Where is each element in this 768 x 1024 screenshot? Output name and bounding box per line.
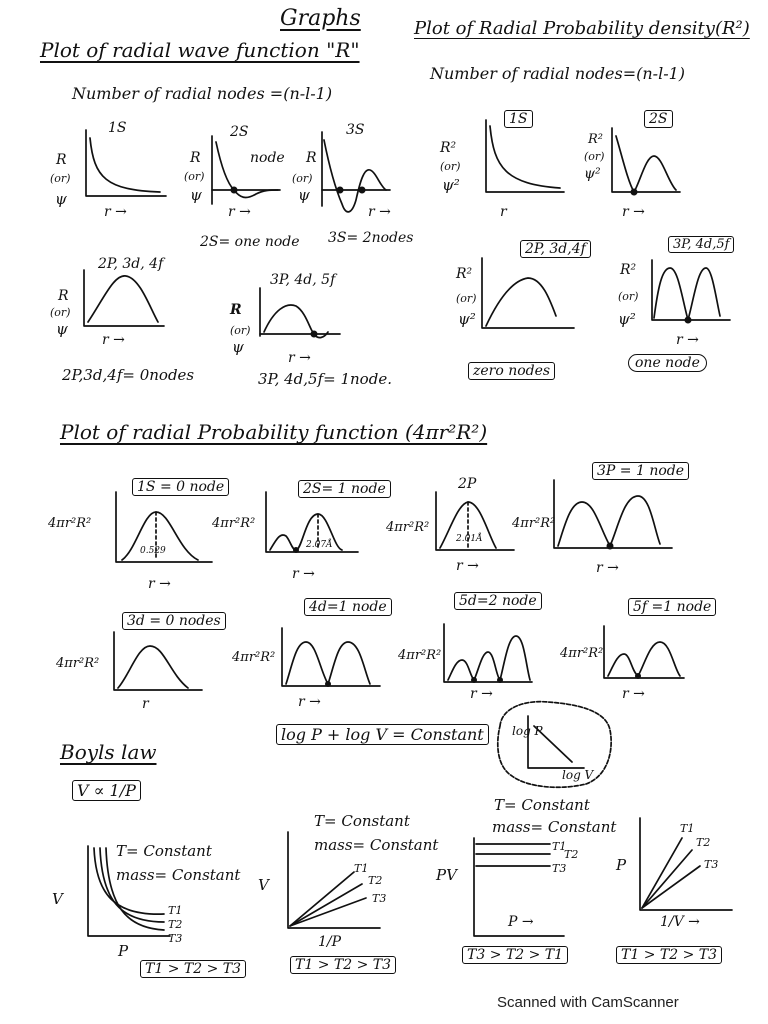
wave-3p-node-note: 3P, 4d,5f= 1node. <box>258 370 392 388</box>
density-1s-ylabel: R² <box>440 140 457 156</box>
rpf-2p-graph <box>430 490 520 560</box>
density-2p-or: (or) <box>456 292 477 305</box>
rpf-4d-badge: 4d=1 node <box>304 598 392 616</box>
density-3p-ylabel: R² <box>620 262 637 278</box>
boyle-g2-order: T1 > T2 > T3 <box>290 956 396 974</box>
density-2s-psi2: ψ² <box>584 166 601 182</box>
boyle-g4-xlabel: 1/V → <box>660 914 700 930</box>
boyle-g3-t3: T3 <box>552 862 567 875</box>
boyle-proportionality: V ∝ 1/P <box>72 780 141 801</box>
rpf-2p-xlabel: r → <box>456 558 479 574</box>
wave-3s-or: (or) <box>292 172 313 185</box>
boyle-g1-order: T1 > T2 > T3 <box>140 960 246 978</box>
boyle-g2-xlabel: 1/P <box>318 934 342 950</box>
rpf-4d-graph <box>276 626 386 696</box>
boyle-g3-temp-note: T= Constant <box>494 796 590 814</box>
boyle-g4-t3: T3 <box>704 858 719 871</box>
rpf-4d-xlabel: r → <box>298 694 321 710</box>
wave-2s-psi: ψ <box>190 186 202 204</box>
density-2s-graph <box>606 126 686 198</box>
rpf-3p-graph <box>548 478 678 558</box>
wave-1s-or: (or) <box>50 172 71 185</box>
rpf-3d-xlabel: r <box>142 696 149 712</box>
wave-2p-psi: ψ <box>56 320 68 338</box>
density-1s-psi2: ψ² <box>442 176 460 194</box>
rpf-3p-xlabel: r → <box>596 560 619 576</box>
density-2p-graph <box>478 256 578 336</box>
boyle-g2-t1: T1 <box>354 862 369 875</box>
wave-2p-node-note: 2P,3d,4f= 0nodes <box>62 366 195 384</box>
wave-3p-or: (or) <box>230 324 251 337</box>
page-title: Graphs <box>280 6 361 31</box>
wave-3p-graph <box>256 286 346 346</box>
wave-3s-ylabel: R <box>306 150 317 166</box>
wave-2p-label: 2P, 3d, 4f <box>98 256 164 272</box>
density-2p-psi2: ψ² <box>458 310 476 328</box>
wave-3p-ylabel: R <box>230 302 242 318</box>
rpf-2p-value: 2.01Å <box>456 534 483 544</box>
density-1s-badge: 1S <box>504 110 533 128</box>
rpf-1s-graph <box>108 490 218 570</box>
rpf-5d-ylabel: 4πr²R² <box>398 648 442 663</box>
density-1s-or: (or) <box>440 160 461 173</box>
rpf-2s-value: 2.07Å <box>306 540 333 550</box>
density-2s-badge: 2S <box>644 110 673 128</box>
wave-2s-node-note: 2S= one node <box>200 234 300 250</box>
boyle-g1-t2: T2 <box>168 918 183 931</box>
density-1s-xlabel: r <box>500 204 507 220</box>
rpf-3d-badge: 3d = 0 nodes <box>122 612 226 630</box>
boyle-g1-graph <box>84 844 174 944</box>
wave-3s-label: 3S <box>346 122 365 138</box>
density-3p-xlabel: r → <box>676 332 699 348</box>
density-2p-ylabel: R² <box>456 266 473 282</box>
rpf-5f-graph <box>600 624 690 688</box>
rpf-1s-value: 0.529 <box>140 546 166 556</box>
density-3p-psi2: ψ² <box>618 310 636 328</box>
density-one-node-badge: one node <box>628 354 707 372</box>
wave-1s-ylabel: R <box>56 152 67 168</box>
density-2s-or: (or) <box>584 150 605 163</box>
boyle-g2-mass-note: mass= Constant <box>314 836 439 854</box>
rpf-2s-xlabel: r → <box>292 566 315 582</box>
wave-3p-label: 3P, 4d, 5f <box>270 272 336 288</box>
wave-3p-psi: ψ <box>232 338 244 356</box>
boyle-g3-mass-note: mass= Constant <box>492 818 617 836</box>
boyle-g4-t1: T1 <box>680 822 695 835</box>
log-inset-ylabel: log P <box>512 724 543 738</box>
boyle-g4-order: T1 > T2 > T3 <box>616 946 722 964</box>
rpf-4d-ylabel: 4πr²R² <box>232 650 276 665</box>
wave-3s-node-note: 3S= 2nodes <box>328 230 414 246</box>
wave-nodes-formula: Number of radial nodes =(n-l-1) <box>72 84 333 103</box>
density-heading: Plot of Radial Probability density(R²) <box>414 18 750 39</box>
rpf-5d-graph <box>438 622 538 692</box>
rpf-5f-xlabel: r → <box>622 686 645 702</box>
boyle-g1-xlabel: P <box>118 942 129 960</box>
rpf-1s-ylabel: 4πr²R² <box>48 516 92 531</box>
rpf-2p-ylabel: 4πr²R² <box>386 520 430 535</box>
rpf-3d-ylabel: 4πr²R² <box>56 656 100 671</box>
wave-1s-label: 1S <box>108 120 127 136</box>
density-3p-badge: 3P, 4d,5f <box>668 236 734 253</box>
boyle-g4-t2: T2 <box>696 836 711 849</box>
wave-2p-ylabel: R <box>58 288 69 304</box>
rpf-2s-graph <box>258 490 368 562</box>
wave-1s-psi: ψ <box>55 190 67 208</box>
wave-2s-xlabel: r → <box>228 204 251 220</box>
boyle-g2-t2: T2 <box>368 874 383 887</box>
wave-2s-or: (or) <box>184 170 205 183</box>
density-2s-ylabel: R² <box>588 132 603 147</box>
rpf-1s-badge: 1S = 0 node <box>132 478 229 496</box>
density-nodes-formula: Number of radial nodes=(n-l-1) <box>430 64 686 83</box>
rpf-2s-ylabel: 4πr²R² <box>212 516 256 531</box>
boyle-g1-temp-note: T= Constant <box>116 842 212 860</box>
rpf-2p-label: 2P <box>458 476 477 492</box>
wave-2p-or: (or) <box>50 306 71 319</box>
boyle-g4-ylabel: P <box>616 856 627 874</box>
density-2p-badge: 2P, 3d,4f <box>520 240 591 258</box>
boyle-g2-t3: T3 <box>372 892 387 905</box>
boyle-g1-t3: T3 <box>168 932 183 945</box>
wave-2s-node-label: node <box>250 150 285 166</box>
wave-2s-ylabel: R <box>190 150 201 166</box>
density-1s-graph <box>470 118 570 200</box>
boyle-g3-ylabel: PV <box>436 866 457 884</box>
boyle-g1-ylabel: V <box>52 890 63 908</box>
wave-2s-label: 2S <box>230 124 249 140</box>
density-2s-xlabel: r → <box>622 204 645 220</box>
rpf-heading: Plot of radial Probability function (4πr²R²) <box>60 420 488 444</box>
boyle-g1-mass-note: mass= Constant <box>116 866 241 884</box>
wave-heading: Plot of radial wave function "R" <box>40 38 360 62</box>
wave-2p-graph <box>80 268 170 338</box>
density-3p-or: (or) <box>618 290 639 303</box>
boyle-g1-t1: T1 <box>168 904 183 917</box>
density-zero-nodes-badge: zero nodes <box>468 362 555 380</box>
log-inset-outline <box>488 696 618 792</box>
rpf-5d-xlabel: r → <box>470 686 493 702</box>
rpf-3p-ylabel: 4πr²R² <box>512 516 556 531</box>
density-3p-graph <box>646 258 736 334</box>
rpf-1s-xlabel: r → <box>148 576 171 592</box>
boyle-g2-ylabel: V <box>258 876 269 894</box>
wave-2p-xlabel: r → <box>102 332 125 348</box>
wave-1s-xlabel: r → <box>104 204 127 220</box>
boyle-log-equation: log P + log V = Constant <box>276 724 489 745</box>
wave-2s-graph <box>206 134 286 214</box>
wave-3s-xlabel: r → <box>368 204 391 220</box>
scanner-footer: Scanned with CamScanner <box>497 994 679 1011</box>
rpf-2s-badge: 2S= 1 node <box>298 480 391 498</box>
boyle-g3-xlabel: P → <box>508 914 534 930</box>
wave-3s-psi: ψ <box>298 186 310 204</box>
log-inset-xlabel: log V <box>562 768 594 782</box>
boyle-heading: Boyls law <box>60 740 157 764</box>
boyle-g3-t1: T1 <box>552 840 567 853</box>
boyle-g3-t2: T2 <box>564 848 579 861</box>
rpf-5d-badge: 5d=2 node <box>454 592 542 610</box>
wave-3p-xlabel: r → <box>288 350 311 366</box>
boyle-g2-temp-note: T= Constant <box>314 812 410 830</box>
rpf-5f-ylabel: 4πr²R² <box>560 646 604 661</box>
rpf-3p-badge: 3P = 1 node <box>592 462 689 480</box>
boyle-g3-order: T3 > T2 > T1 <box>462 946 568 964</box>
wave-1s-graph <box>80 128 170 208</box>
rpf-5f-badge: 5f =1 node <box>628 598 716 616</box>
rpf-3d-graph <box>108 630 208 700</box>
